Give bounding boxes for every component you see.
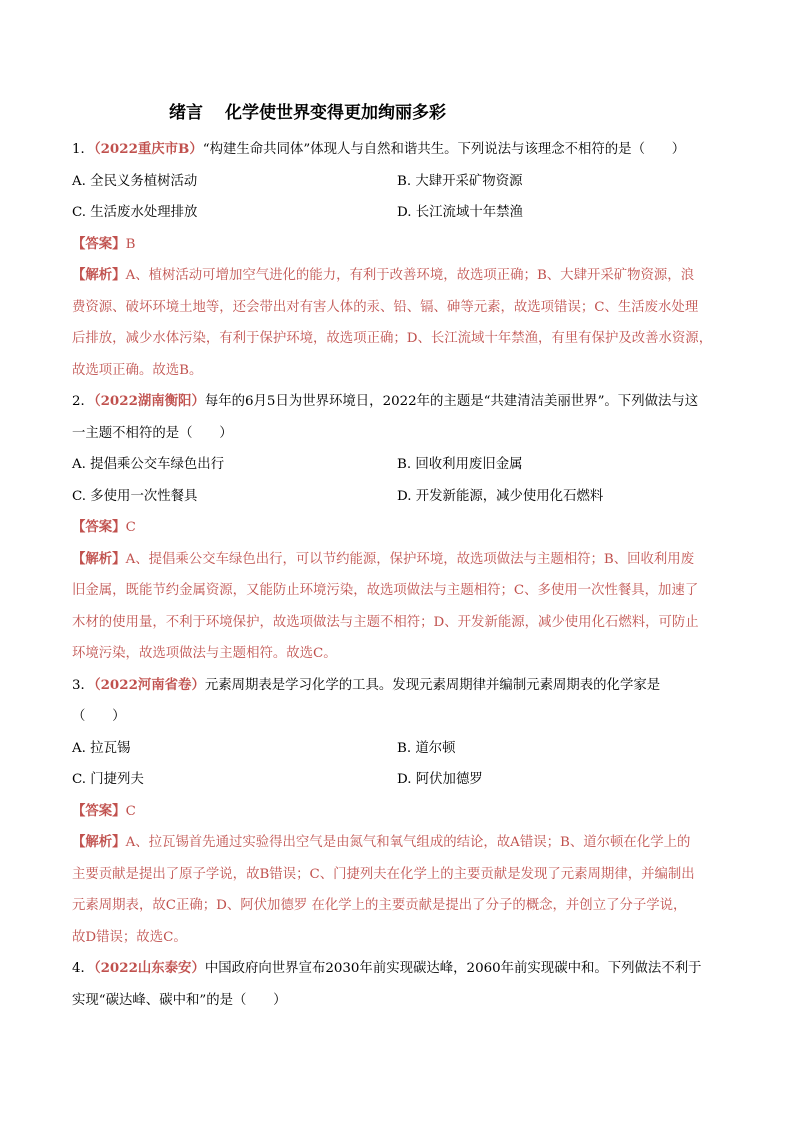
analysis-line: 旧金属，既能节约金属资源，又能防止环境污染，故选项做法与主题相符；C、多使用一次性餐具，加速了 xyxy=(72,583,699,598)
answer-value: B xyxy=(125,236,136,252)
analysis-line: 故D错误；故选C。 xyxy=(72,929,187,945)
analysis-label: 【解析】 xyxy=(72,834,126,850)
option-a: A. 提倡乘公交车绿色出行 xyxy=(72,457,225,472)
answer-value: C xyxy=(125,520,136,535)
analysis-line: 主要贡献是提出了原子学说，故B错误；C、门捷列夫在化学上的主要贡献是发现了元素周期律，并编制出 xyxy=(72,866,695,882)
answer-label: 【答案】 xyxy=(72,519,126,535)
stem-text: 一主题不相符的是（ ） xyxy=(72,425,233,441)
page-title xyxy=(169,100,722,126)
analysis-line: 元素周期表，故C正确；D、阿伏加德罗 在化学上的主要贡献是提出了分子的概念，并创立了分子学说， xyxy=(72,898,687,913)
question-3 xyxy=(72,670,722,954)
options-row xyxy=(72,764,722,796)
option-c: C. 多使用一次性餐具 xyxy=(72,488,198,504)
analysis-line: 费资源、破坏环境土地等，还会带出对有害人体的汞、铅、镉、砷等元素，故选项错误；C、生活废水处理 xyxy=(72,299,699,315)
answer xyxy=(72,512,722,544)
analysis-label: 【解析】 xyxy=(72,550,126,567)
question-number: 4． xyxy=(72,961,94,976)
question-stem xyxy=(72,134,722,166)
option-a: A. 全民义务植树活动 xyxy=(72,173,198,189)
question-4 xyxy=(72,953,722,1016)
option-b: B. 回收利用废旧金属 xyxy=(397,457,523,472)
question-number: 1． xyxy=(72,142,94,157)
stem-text: “构建生命共同体”体现人与自然和谐共生。下列说法与该理念不相符的是（ ） xyxy=(202,142,686,157)
option-c: C. 门捷列夫 xyxy=(72,772,144,787)
title-right: 化学使世界变得更加绚丽多彩 xyxy=(225,103,446,123)
option-c: C. 生活废水处理排放 xyxy=(72,205,198,220)
question-stem xyxy=(72,953,722,985)
analysis-line: 木材的使用量，不利于环境保护，故选项做法与主题不相符；D、开发新能源，减少使用化石燃料，可防止 xyxy=(72,614,699,630)
analysis-line: 【解析】A、植树活动可增加空气进化的能力，有利于改善环境，故选项正确；B、大肆开采矿物资源，浪 xyxy=(72,267,695,283)
analysis-line: 【解析】A、拉瓦锡首先通过实验得出空气是由氮气和氧气组成的结论，故A错误；B、道尔顿在化学上的 xyxy=(72,834,691,850)
option-d: D. 开发新能源，减少使用化石燃料 xyxy=(397,488,604,504)
question-number: 2． xyxy=(72,394,94,409)
answer-label: 【答案】 xyxy=(72,802,126,819)
options-row xyxy=(72,166,722,198)
analysis-line: 故选项正确。故选B。 xyxy=(72,362,203,378)
question-stem xyxy=(72,386,722,418)
stem-text: 中国政府向世界宣布2030年前实现碳达峰，2060年前实现碳中和。下列做法不利于 xyxy=(204,961,702,976)
stem-text: 实现“碳达峰、碳中和”的是（ ） xyxy=(72,992,287,1008)
question-source: （2022河南省卷） xyxy=(93,676,205,693)
question-source: （2022湖南衡阳） xyxy=(93,393,205,409)
stem-text: 每年的6月5日为世界环境日，2022年的主题是“共建清洁美丽世界”。下列做法与这 xyxy=(204,394,699,409)
analysis-label: 【解析】 xyxy=(72,267,126,283)
options-row xyxy=(72,481,722,513)
analysis-line: 后排放，减少水体污染，有利于保护环境，故选项正确；D、长江流域十年禁渔，有里有保护及改善水资源， xyxy=(72,331,713,346)
options-row xyxy=(72,449,722,481)
question-number: 3． xyxy=(72,677,94,693)
option-d: D. 阿伏加德罗 xyxy=(397,772,483,787)
answer-label: 【答案】 xyxy=(72,235,126,252)
analysis-line: 【解析】A、提倡乘公交车绿色出行，可以节约能源，保护环境，故选项做法与主题相符；B、回收利用废 xyxy=(72,550,695,567)
option-d: D. 长江流域十年禁渔 xyxy=(397,205,523,220)
question-2 xyxy=(72,386,722,670)
option-a: A. 拉瓦锡 xyxy=(72,740,131,756)
option-b: B. 道尔顿 xyxy=(397,740,456,756)
stem-text: （ ） xyxy=(72,709,126,724)
question-1 xyxy=(72,134,722,386)
answer-value: C xyxy=(125,803,136,819)
stem-text: 元素周期表是学习化学的工具。发现元素周期律并编制元素周期表的化学家是 xyxy=(204,677,661,693)
document-page xyxy=(72,100,722,1016)
title-left: 绪言 xyxy=(169,103,203,123)
answer xyxy=(72,229,722,261)
answer xyxy=(72,796,722,828)
options-row xyxy=(72,197,722,229)
question-source: （2022重庆市B） xyxy=(93,141,203,157)
option-b: B. 大肆开采矿物资源 xyxy=(397,173,523,189)
analysis-line: 环境污染，故选项做法与主题相符。故选C。 xyxy=(72,646,337,661)
options-row xyxy=(72,733,722,765)
question-stem xyxy=(72,670,722,702)
question-source: （2022山东泰安） xyxy=(93,960,205,976)
